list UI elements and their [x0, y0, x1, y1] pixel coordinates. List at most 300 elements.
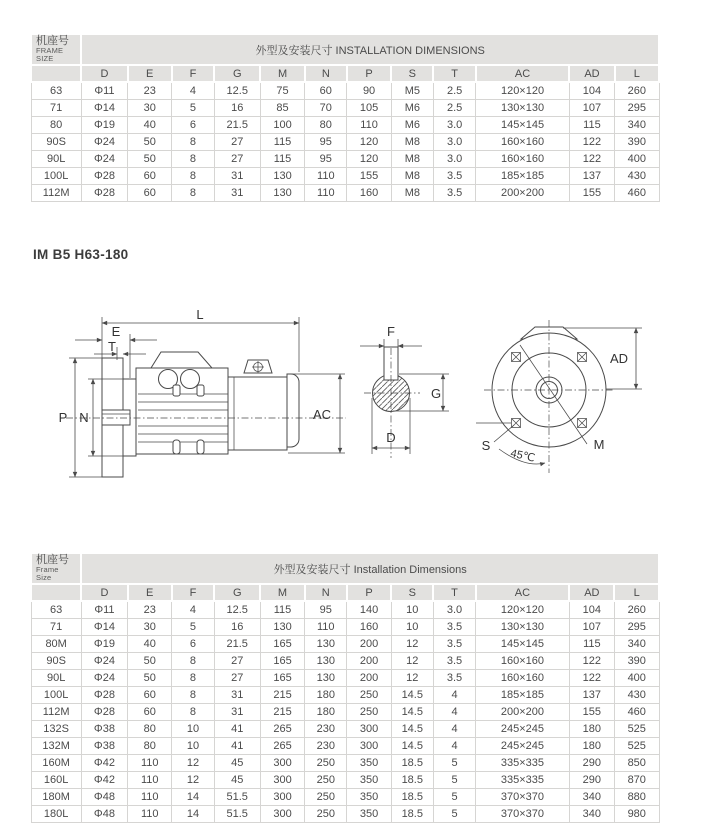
dim-cell: 160×160	[476, 151, 570, 168]
dim-cell: Φ11	[81, 601, 127, 619]
motor-body	[228, 377, 287, 450]
dim-cell: 27	[214, 653, 260, 670]
col-header-d: D	[81, 584, 127, 601]
frame-cell: 180M	[31, 789, 81, 806]
dim-cell: 300	[260, 755, 304, 772]
dim-cell: 14	[172, 806, 214, 823]
dim-cell: 525	[614, 721, 659, 738]
dim-cell: 200	[347, 636, 391, 653]
table-row	[31, 185, 659, 202]
dim-cell: M8	[391, 134, 433, 151]
col-header-ac: AC	[476, 584, 570, 601]
dim-cell: 340	[615, 117, 659, 134]
dim-cell: 12.5	[214, 601, 260, 619]
dim-cell: 6	[172, 117, 214, 134]
dim-cell: Φ14	[81, 619, 127, 636]
dim-cell: 5	[172, 619, 214, 636]
dim-cell: Φ38	[81, 738, 127, 755]
dim-cell: 122	[569, 653, 614, 670]
dim-cell: 10	[391, 619, 433, 636]
col-header-p: P	[347, 65, 391, 82]
dim-cell: 4	[172, 82, 214, 100]
table-row	[31, 601, 659, 619]
table-row	[31, 134, 659, 151]
dim-cell: 155	[569, 185, 614, 202]
dim-cell: Φ24	[81, 134, 127, 151]
dim-cell: 185×185	[476, 687, 570, 704]
dim-cell: 110	[128, 755, 172, 772]
dim-cell: 12	[172, 772, 214, 789]
dim-cell: 3.0	[433, 134, 475, 151]
dim-cell: 130	[260, 168, 304, 185]
dim-cell: 31	[214, 185, 260, 202]
dim-cell: 41	[214, 721, 260, 738]
dim-cell: 185×185	[476, 168, 570, 185]
dim-cell: 165	[260, 653, 304, 670]
table-row	[31, 100, 659, 117]
dim-cell: 85	[260, 100, 304, 117]
dim-cell: 80	[128, 738, 172, 755]
dim-cell: 335×335	[476, 772, 570, 789]
frame-cell: 112M	[31, 704, 81, 721]
dim-cell: 3.0	[433, 601, 475, 619]
dim-cell: 115	[569, 117, 614, 134]
dim-cell: Φ28	[81, 704, 127, 721]
dim-cell: 50	[128, 653, 172, 670]
dim-cell: 30	[128, 619, 172, 636]
dim-cell: 5	[433, 806, 475, 823]
dim-cell: 45	[214, 755, 260, 772]
dim-cell: 165	[260, 636, 304, 653]
dim-cell: 21.5	[214, 117, 260, 134]
dim-cell: 260	[615, 82, 659, 100]
frame-cell: 180L	[31, 806, 81, 823]
dim-cell: 290	[569, 755, 614, 772]
dim-cell: Φ24	[81, 653, 127, 670]
dim-cell: 104	[569, 82, 614, 100]
col-header-s: S	[391, 65, 433, 82]
dim-cell: Φ42	[81, 772, 127, 789]
dim-cell: 215	[260, 704, 304, 721]
bolt	[173, 440, 180, 454]
dim-cell: 16	[214, 619, 260, 636]
dim-cell: 137	[569, 168, 614, 185]
col-header-n: N	[305, 65, 347, 82]
col-header-ad: AD	[569, 584, 614, 601]
dim-cell: 250	[305, 806, 347, 823]
dim-cell: 2.5	[433, 100, 475, 117]
motor-side-view	[59, 307, 346, 477]
dim-label-M: M	[593, 437, 605, 452]
dim-cell: 51.5	[214, 806, 260, 823]
dim-cell: 137	[569, 687, 614, 704]
col-header-n: N	[305, 584, 347, 601]
frame-size-header: 机座号 FRAME SIZE	[31, 34, 81, 65]
col-header-m: M	[260, 65, 304, 82]
dim-cell: 8	[172, 653, 214, 670]
dim-cell: 8	[172, 687, 214, 704]
frame-cell: 90L	[31, 670, 81, 687]
dim-cell: 21.5	[214, 636, 260, 653]
dim-cell: 122	[569, 670, 614, 687]
dim-cell: 8	[172, 151, 214, 168]
dim-cell: 165	[260, 670, 304, 687]
col-header-s: S	[391, 584, 433, 601]
dim-cell: 18.5	[391, 772, 433, 789]
col-header-d: D	[81, 65, 127, 82]
dim-label-AD: AD	[609, 351, 629, 366]
installation-dimensions-table-upper	[30, 33, 660, 202]
dim-cell: 115	[260, 151, 304, 168]
flange-front-view	[476, 320, 642, 473]
dimensions-span-header: 外型及安装尺寸 INSTALLATION DIMENSIONS	[81, 34, 659, 65]
angle-label: 45℃	[509, 447, 537, 465]
dim-label-S: S	[481, 438, 491, 453]
dim-cell: 245×245	[476, 721, 570, 738]
dim-cell: 80	[305, 117, 347, 134]
dim-cell: 60	[128, 168, 172, 185]
dim-cell: 40	[128, 636, 172, 653]
table-row	[31, 653, 659, 670]
dim-cell: 5	[433, 755, 475, 772]
dim-cell: 250	[305, 772, 347, 789]
dim-cell: 3.5	[433, 185, 475, 202]
dim-cell: M8	[391, 185, 433, 202]
shaft	[102, 410, 130, 425]
dim-cell: Φ48	[81, 789, 127, 806]
dim-cell: 200	[347, 670, 391, 687]
dim-cell: 250	[305, 755, 347, 772]
dim-cell: 160	[347, 185, 391, 202]
dim-cell: 30	[128, 100, 172, 117]
dim-cell: 3.5	[433, 670, 475, 687]
dim-cell: 23	[128, 601, 172, 619]
dim-cell: Φ11	[81, 82, 127, 100]
dim-cell: 90	[347, 82, 391, 100]
end-cap	[287, 374, 299, 447]
table-row	[31, 619, 659, 636]
dim-cell: 107	[569, 100, 614, 117]
dim-cell: 10	[172, 721, 214, 738]
dim-cell: 18.5	[391, 789, 433, 806]
frame-cell: 132M	[31, 738, 81, 755]
dim-cell: 95	[305, 134, 347, 151]
dim-cell: 110	[128, 772, 172, 789]
dim-cell: 3.0	[433, 117, 475, 134]
dim-cell: 300	[260, 806, 304, 823]
dim-cell: 18.5	[391, 755, 433, 772]
bolt	[173, 385, 180, 396]
col-header-t: T	[433, 65, 475, 82]
dim-cell: 80	[128, 721, 172, 738]
dim-cell: 12.5	[214, 82, 260, 100]
dim-cell: 5	[433, 789, 475, 806]
dim-cell: 4	[433, 738, 475, 755]
dim-cell: 5	[172, 100, 214, 117]
frame-cell: 90S	[31, 134, 81, 151]
dim-cell: Φ19	[81, 117, 127, 134]
dim-cell: 95	[305, 151, 347, 168]
frame-cell: 100L	[31, 168, 81, 185]
dim-cell: M6	[391, 100, 433, 117]
col-header-ac: AC	[476, 65, 570, 82]
frame-cell: 80M	[31, 636, 81, 653]
frame-cell: 80	[31, 117, 81, 134]
dim-cell: 4	[433, 704, 475, 721]
dim-cell: 115	[569, 636, 614, 653]
dim-label-L: L	[196, 307, 204, 322]
dim-cell: M5	[391, 82, 433, 100]
dim-cell: 400	[615, 151, 659, 168]
frame-cell: 71	[31, 619, 81, 636]
col-header-e: E	[128, 584, 172, 601]
dim-cell: 340	[614, 636, 659, 653]
dimension-diagram	[30, 288, 690, 518]
dim-label-G: G	[430, 386, 442, 401]
dim-cell: 100	[260, 117, 304, 134]
dim-cell: 130×130	[476, 100, 570, 117]
dim-cell: 4	[172, 601, 214, 619]
frame-cell: 112M	[31, 185, 81, 202]
bolt	[197, 385, 204, 396]
dim-cell: 50	[128, 151, 172, 168]
table-row	[31, 806, 659, 823]
dim-cell: M8	[391, 168, 433, 185]
dim-cell: 980	[614, 806, 659, 823]
col-header-l: L	[614, 584, 659, 601]
dim-cell: 95	[305, 601, 347, 619]
dim-cell: 115	[260, 134, 304, 151]
dim-cell: 41	[214, 738, 260, 755]
frame-cell: 160M	[31, 755, 81, 772]
dim-cell: 27	[214, 134, 260, 151]
dim-cell: M6	[391, 117, 433, 134]
dim-cell: 5	[433, 772, 475, 789]
dim-cell: 145×145	[476, 636, 570, 653]
shaft-section-view	[360, 324, 449, 458]
table-row	[31, 670, 659, 687]
dim-cell: 160×160	[476, 653, 570, 670]
dim-cell: 60	[128, 687, 172, 704]
table-row	[31, 117, 659, 134]
dim-label-E: E	[111, 324, 121, 339]
dim-cell: 70	[305, 100, 347, 117]
dim-cell: 300	[347, 721, 391, 738]
frame-cell: 90S	[31, 653, 81, 670]
dim-cell: 4	[433, 721, 475, 738]
dim-cell: 3.5	[433, 619, 475, 636]
dim-cell: 350	[347, 755, 391, 772]
dim-cell: 12	[172, 755, 214, 772]
dim-cell: 230	[305, 738, 347, 755]
frame-cell: 132S	[31, 721, 81, 738]
dim-cell: 31	[214, 168, 260, 185]
dim-cell: 8	[172, 134, 214, 151]
dim-cell: 300	[260, 789, 304, 806]
dim-cell: 130	[305, 653, 347, 670]
dim-cell: 180	[305, 687, 347, 704]
dim-cell: 31	[214, 687, 260, 704]
dim-cell: 340	[569, 789, 614, 806]
dim-cell: 120	[347, 151, 391, 168]
dim-cell: 265	[260, 721, 304, 738]
dim-label-N: N	[79, 410, 89, 425]
dim-cell: 110	[305, 168, 347, 185]
table-row	[31, 721, 659, 738]
dim-cell: Φ14	[81, 100, 127, 117]
dim-cell: 120	[347, 134, 391, 151]
frame-size-subheader	[31, 584, 81, 601]
section-heading: IM B5 H63-180	[33, 247, 129, 262]
dim-cell: 350	[347, 789, 391, 806]
frame-cell: 90L	[31, 151, 81, 168]
dim-cell: 250	[305, 789, 347, 806]
dim-cell: 23	[128, 82, 172, 100]
dim-cell: 3.0	[433, 151, 475, 168]
dim-cell: Φ24	[81, 151, 127, 168]
dim-cell: 200	[347, 653, 391, 670]
frame-cell: 63	[31, 601, 81, 619]
dim-cell: 122	[569, 134, 614, 151]
dim-cell: 350	[347, 772, 391, 789]
col-header-g: G	[214, 65, 260, 82]
dim-cell: 110	[347, 117, 391, 134]
dim-cell: 107	[569, 619, 614, 636]
dim-cell: 75	[260, 82, 304, 100]
table-row	[31, 789, 659, 806]
dim-cell: 14.5	[391, 738, 433, 755]
dim-cell: 130	[305, 636, 347, 653]
dim-cell: 200×200	[476, 185, 570, 202]
dim-cell: 14.5	[391, 687, 433, 704]
dim-cell: 120×120	[476, 601, 570, 619]
dim-cell: 12	[391, 653, 433, 670]
col-header-t: T	[433, 584, 475, 601]
dim-cell: 110	[305, 185, 347, 202]
dim-cell: 180	[569, 721, 614, 738]
dim-cell: 115	[260, 601, 304, 619]
dim-cell: 335×335	[476, 755, 570, 772]
table-row	[31, 755, 659, 772]
col-header-g: G	[214, 584, 260, 601]
dim-label-AC: AC	[312, 407, 332, 422]
dim-cell: 8	[172, 168, 214, 185]
dim-cell: 50	[128, 134, 172, 151]
frame-cell: 71	[31, 100, 81, 117]
col-header-ad: AD	[569, 65, 614, 82]
dim-cell: 430	[614, 687, 659, 704]
dim-label-D: D	[386, 430, 396, 445]
dim-cell: 14	[172, 789, 214, 806]
dim-cell: Φ42	[81, 755, 127, 772]
dim-cell: 390	[614, 653, 659, 670]
col-header-l: L	[615, 65, 659, 82]
dim-cell: 880	[614, 789, 659, 806]
dim-cell: 295	[614, 619, 659, 636]
dim-cell: 130	[260, 185, 304, 202]
dim-cell: Φ28	[81, 168, 127, 185]
dim-cell: 430	[615, 168, 659, 185]
col-header-f: F	[172, 584, 214, 601]
dim-cell: 50	[128, 670, 172, 687]
dim-cell: 295	[615, 100, 659, 117]
dim-cell: 525	[614, 738, 659, 755]
lower-table-wrap	[30, 552, 660, 823]
dim-cell: 250	[347, 687, 391, 704]
frame-cell: 100L	[31, 687, 81, 704]
dim-cell: 8	[172, 185, 214, 202]
frame-size-header: 机座号 Frame Size	[31, 553, 81, 584]
dim-cell: 122	[569, 151, 614, 168]
dim-cell: 245×245	[476, 738, 570, 755]
dim-cell: 350	[347, 806, 391, 823]
table-row	[31, 636, 659, 653]
top-block	[151, 352, 212, 368]
dim-cell: 300	[347, 738, 391, 755]
table-row	[31, 704, 659, 721]
dimensions-span-header: 外型及安装尺寸 Installation Dimensions	[81, 553, 659, 584]
table-row	[31, 82, 659, 100]
dim-cell: 155	[569, 704, 614, 721]
dim-cell: 4	[433, 687, 475, 704]
dim-cell: 60	[305, 82, 347, 100]
dim-cell: 180	[305, 704, 347, 721]
table-row	[31, 738, 659, 755]
dim-cell: 400	[614, 670, 659, 687]
table-row	[31, 687, 659, 704]
dim-label-F: F	[387, 324, 395, 339]
dim-cell: 120×120	[476, 82, 570, 100]
dim-cell: 370×370	[476, 806, 570, 823]
dim-cell: Φ28	[81, 687, 127, 704]
dim-cell: 12	[391, 670, 433, 687]
installation-dimensions-table-lower	[30, 552, 660, 823]
dim-cell: 3.5	[433, 653, 475, 670]
dim-cell: 460	[615, 185, 659, 202]
dim-cell: 51.5	[214, 789, 260, 806]
table-row	[31, 772, 659, 789]
dim-cell: 215	[260, 687, 304, 704]
dim-cell: 2.5	[433, 82, 475, 100]
dim-cell: 45	[214, 772, 260, 789]
dim-cell: 160	[347, 619, 391, 636]
dim-cell: 850	[614, 755, 659, 772]
dim-cell: 145×145	[476, 117, 570, 134]
dim-cell: 10	[172, 738, 214, 755]
dim-cell: Φ48	[81, 806, 127, 823]
dim-cell: 460	[614, 704, 659, 721]
dim-cell: 370×370	[476, 789, 570, 806]
dim-cell: 130	[260, 619, 304, 636]
dim-cell: 3.5	[433, 636, 475, 653]
upper-table-wrap	[30, 33, 660, 202]
dim-cell: 18.5	[391, 806, 433, 823]
dim-cell: 110	[128, 806, 172, 823]
dim-cell: 130×130	[476, 619, 570, 636]
dim-cell: 60	[128, 185, 172, 202]
dim-cell: 160×160	[476, 670, 570, 687]
dim-cell: Φ38	[81, 721, 127, 738]
dim-cell: 110	[128, 789, 172, 806]
dim-cell: 40	[128, 117, 172, 134]
dim-cell: Φ24	[81, 670, 127, 687]
dim-cell: 10	[391, 601, 433, 619]
dim-cell: 14.5	[391, 704, 433, 721]
dim-cell: 105	[347, 100, 391, 117]
dim-cell: 31	[214, 704, 260, 721]
bolt	[197, 440, 204, 454]
table-row	[31, 168, 659, 185]
